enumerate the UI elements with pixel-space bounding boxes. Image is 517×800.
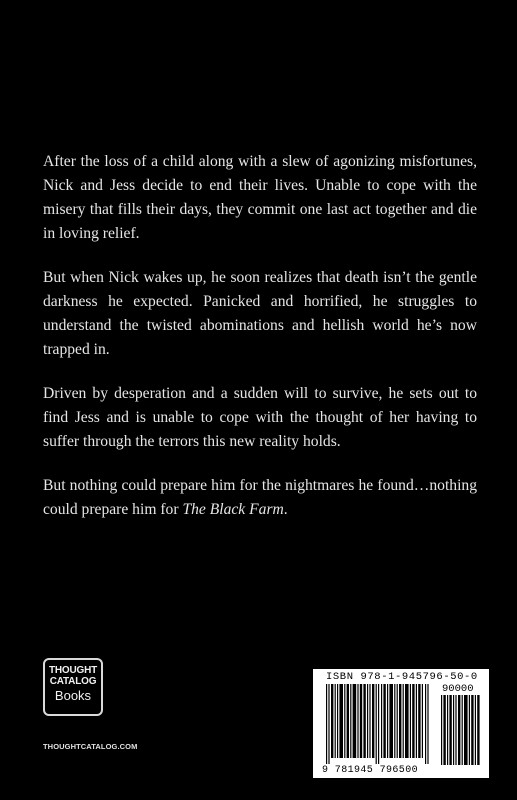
price-addon-barcode <box>440 695 482 765</box>
blurb-paragraph-1: After the loss of a child along with a slew of agonizing misfortunes, Nick and Jess decide to end their lives. Unable to cope with the misery that fills their days, they commit one last act together and die in loving relief. <box>43 153 477 242</box>
blurb-p4-text: But nothing could prepare him for the nightmares he found…nothing could prepare him for <box>43 477 477 518</box>
book-title: The Black Farm <box>182 501 284 518</box>
isbn-label: ISBN 978-1-945796-50-0 <box>326 671 478 683</box>
ean-digits: 9 781945 796500 <box>322 765 419 776</box>
logo-line-1: THOUGHT <box>48 665 98 676</box>
ean-barcode <box>322 684 434 764</box>
publisher-logo <box>43 658 103 716</box>
logo-line-2: CATALOG <box>49 676 97 687</box>
blurb-paragraph-2: But when Nick wakes up, he soon realizes that death isn’t the gentle darkness he expected. Panicked and horrified, he struggles to understand the twisted abominations and hellish world he’s now trapped in. <box>43 269 477 358</box>
cover-blurb <box>43 150 477 542</box>
price-code: 90000 <box>442 683 474 695</box>
publisher-website: THOUGHTCATALOG.COM <box>43 742 138 751</box>
blurb-paragraph-4 <box>43 474 477 522</box>
logo-line-3: Books <box>54 688 92 703</box>
blurb-p4-end: . <box>283 501 288 518</box>
blurb-paragraph-3: Driven by desperation and a sudden will to survive, he sets out to find Jess and is unable to cope with the thought of her having to suffer through the terrors this new reality holds. <box>43 385 477 450</box>
